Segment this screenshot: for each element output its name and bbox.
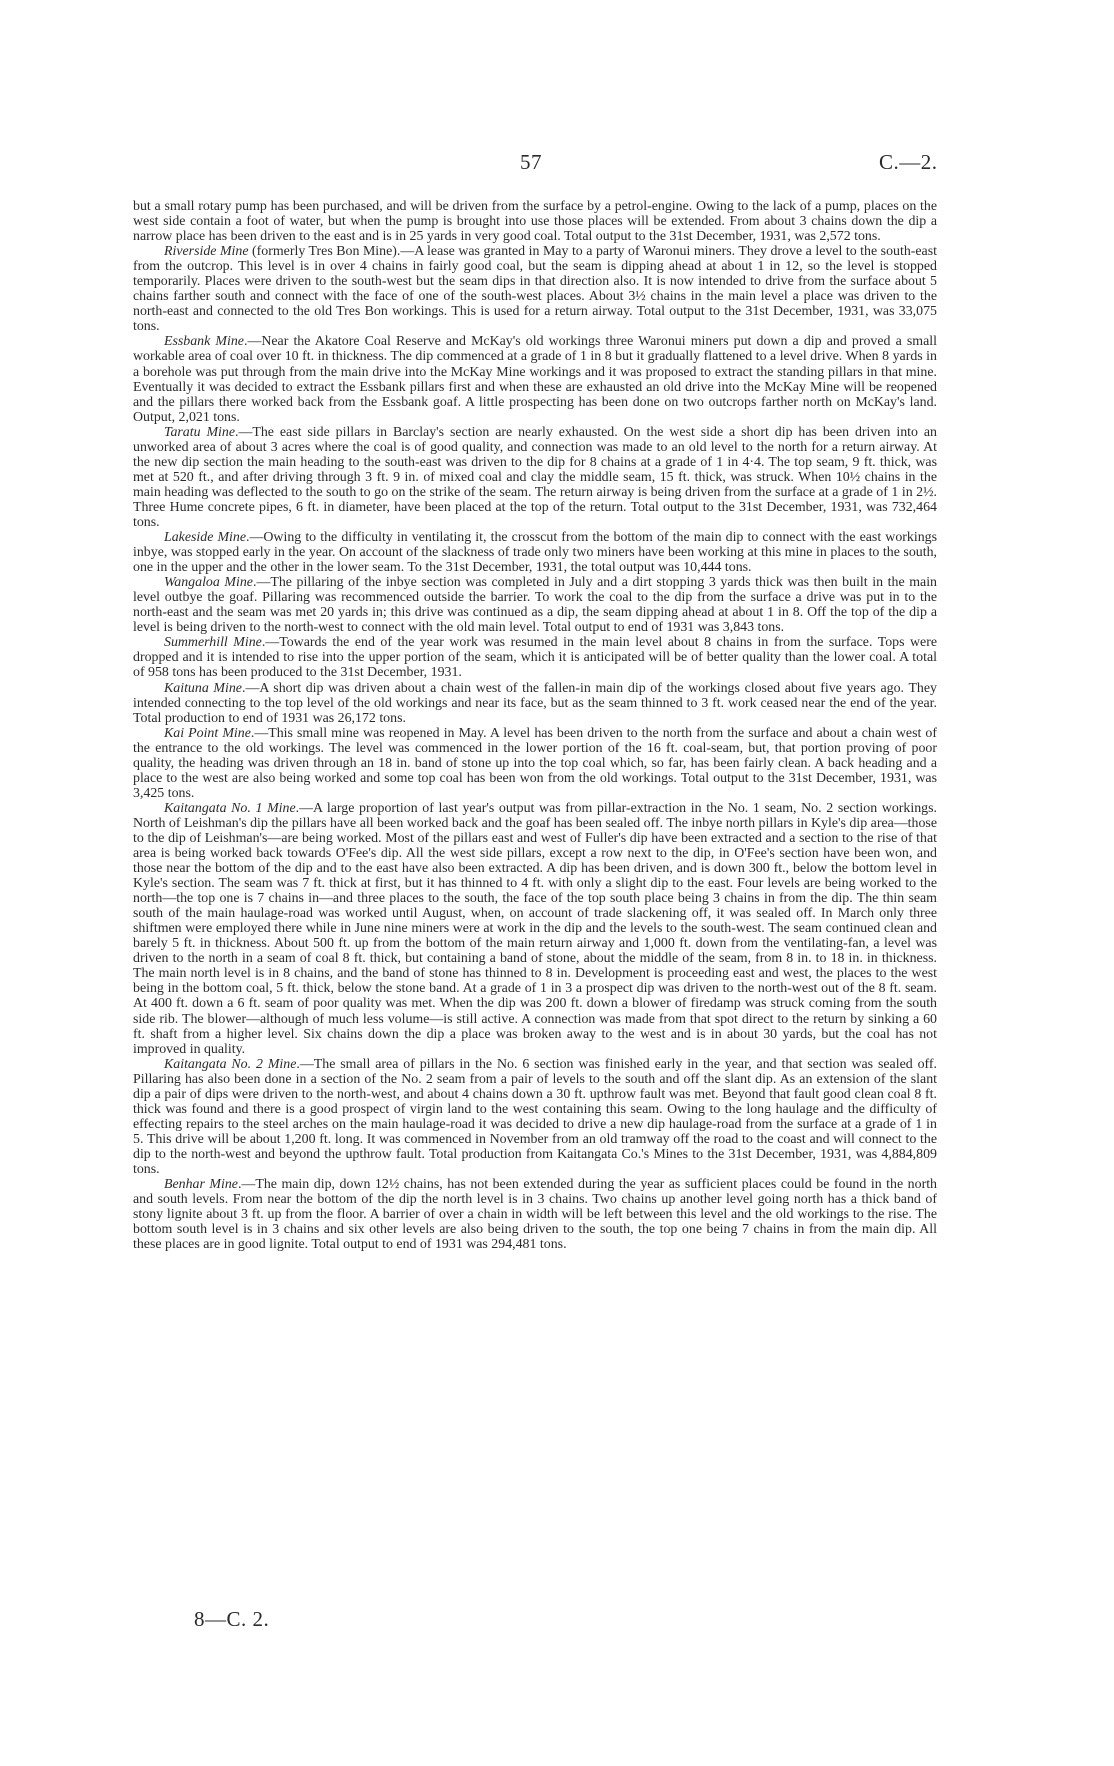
paragraph-lakeside-mine [133,530,937,575]
mine-name: Kaitangata No. 2 Mine [164,1056,297,1072]
paragraph-text: .—The pillaring of the inbye section was completed in July and a dirt stopping 3 yards thick was then built in the main level outbye the goaf. Pillaring was recommenced outside the barrier. To work the coal to the dip from the surface a drive was put in to the north-east and the seam was met 20 yards in; this drive was continued as a dip, the seam dipping ahead at about 1 in 8. Off the top of the dip a level is being driven to the north-west to connect with the old main level. Total output to end of 1931 was 3,843 tons. [133,575,937,636]
mine-name: Riverside Mine [164,244,249,260]
mine-name: Kaitangata No. 1 Mine [164,800,296,816]
paragraph-wangaloa-mine [133,575,937,635]
mine-name: Lakeside Mine [164,530,247,546]
paragraph-text: .—Towards the end of the year work was resumed in the main level about 8 chains in from the surface. Tops were dropped and it is intended to rise into the upper portion of the seam, which it is anticipated will be of better quality than the lower coal. A total of 958 tons has been produced to the 31st December, 1931. [133,635,938,681]
paragraph-text: .—Owing to the difficulty in ventilating it, the crosscut from the bottom of the main dip to connect with the east workings inbye, was stopped early in the year. On account of the slackness of trade only two miners have been working at this mine in places to the south, one in the upper and the other in the lower seam. To the 31st December, 1931, the total output was 10,444 tons. [133,530,938,576]
paragraph-text: .—This small mine was reopened in May. A level has been driven to the north from the surface and about a chain west of the entrance to the old workings. The level was commenced in the lower portion of the 16 ft. coal-seam, but, that portion proving of poor quality, the heading was driven through an 18 in. band of stone up into the top coal which, so far, has been fairly clean. A back heading and a place to the west are also being worked and some top coal has been won from the old workings. Total output to the 31st December, 1931, was 3,425 tons. [133,725,938,801]
body-text [133,199,937,1252]
mine-name: Kaituna Mine [164,680,242,696]
paragraph-riverside-mine [133,244,937,334]
paragraph-text: but a small rotary pump has been purchased, and will be driven from the surface by a petrol-engine. Owing to the lack of a pump, places on the west side contain a foot of water, but when the pump is brought into use those places will be extended. From about 3 chains down the dip a narrow place has been driven to the east and is in 25 yards in very good coal. Total output to the 31st December, 1931, was 2,572 tons. [133,199,937,245]
paragraph-benhar-mine [133,1177,937,1252]
mine-name: Taratu Mine [164,424,235,440]
paragraph-text: .—A large proportion of last year's output was from pillar-extraction in the No. 1 seam, No. 2 section workings. North of Leishman's dip the pillars have all been worked back and the goaf has been sealed off. The inbye north pillars in Kyle's dip area—those to the dip of Leishman's—are being worked. Most of the pillars east and west of Fuller's dip have been extracted and a section to the rise of that area is being worked back towards O'Fee's dip. All the west side pillars, except a row next to the dip, in O'Fee's section have been won, and those near the bottom of the dip and to the east have also been extracted. A dip has been driven, and is down 300 ft., below the bottom level in Kyle's section. The seam was 7 ft. thick at first, but it has thinned to 4 ft. with only a slight dip to the east. Four levels are being worked to the north—the top one is 7 chains in—and three places to the south, the face of the top south place being 3 chains in from the dip. The thin seam south of the main haulage-road was worked until August, when, on account of trade slackening off, it was sealed off. In March only three shiftmen were employed there while in June nine miners were at work in the dip and the levels to the south-west. The seam continued clean and barely 5 ft. in thickness. About 500 ft. up from the bottom of the main return airway and 1,000 ft. down from the ventilating-fan, a level was driven to the north in a seam of coal 8 ft. thick, but containing a band of stone, about the middle of the seam, from 8 in. to 18 in. in thickness. The main north level is in 8 chains, and the band of stone has thinned to 8 in. Development is proceeding east and west, the places to the west being in the bottom coal, 5 ft. thick, below the stone band. At a grade of 1 in 3 a prospect dip was driven to the north-west out of the 8 ft. seam. At 400 ft. down a 6 ft. seam of poor quality was met. When the dip was 200 ft. down a blower of firedamp was struck coming from the south side rib. The blower—although of much less volume—is still active. A connection was made from that spot direct to the return by sinking a 60 ft. shaft from a higher level. Six chains down the dip a place was broken away to the west and is in about 30 yards, but the coal has not improved in quality. [133,800,937,1057]
footer-signature-mark: 8—C. 2. [194,1607,270,1631]
document-code: C.—2. [879,150,938,174]
paragraph-kaitangata-no-1-mine [133,801,937,1057]
mine-name: Summerhill Mine [164,635,262,651]
mine-name: Essbank Mine [164,334,244,350]
paragraph-continuation [133,199,937,244]
mine-name: Benhar Mine [164,1177,238,1193]
paragraph-essbank-mine [133,334,937,424]
paragraph-kaitangata-no-2-mine [133,1057,937,1177]
paragraph-text: .—The main dip, down 12½ chains, has not been extended during the year as sufficient places could be found in the north and south levels. From near the bottom of the dip the north level is in 3 chains. Two chains up another level going north has a thick band of stony lignite about 3 ft. up from the floor. A barrier of over a chain in width will be left between this level and the old workings to the rise. The bottom south level is in 3 chains and six other levels are also being driven to the south, the top one being 7 chains in from the main dip. All these places are in good lignite. Total output to end of 1931 was 294,481 tons. [133,1177,938,1253]
paragraph-text: .—A short dip was driven about a chain west of the fallen-in main dip of the workings closed about five years ago. They intended connecting to the top level of the old workings and near its face, but as the seam thinned to 3 ft. work ceased near the end of the year. Total production to end of 1931 was 26,172 tons. [133,680,937,726]
paragraph-kai-point-mine [133,726,937,801]
page-number: 57 [520,150,542,174]
mine-name: Wangaloa Mine [164,575,253,591]
paragraph-text: .—The small area of pillars in the No. 6 section was finished early in the year, and that section was sealed off. Pillaring has also been done in a section of the No. 2 seam from a pair of levels to the south and off the slant dip. As an extension of the slant dip a pair of dips were driven to the north-west, and about 4 chains down a 30 ft. upthrow fault was met. Beyond that fault good clean coal 8 ft. thick was found and there is a good prospect of virgin land to the west containing this seam. Owing to the long haulage and the difficulty of effecting repairs to the steel arches on the main haulage-road it was decided to drive a new dip haulage-road from the surface at a grade of 1 in 5. This drive will be about 1,200 ft. long. It was commenced in November from an old tramway off the road to the coast and will connect to the dip to the north-west and beyond the upthrow fault. Total production from Kaitangata Co.'s Mines to the 31st December, 1931, was 4,884,809 tons. [133,1056,937,1177]
paragraph-taratu-mine [133,425,937,530]
paragraph-text: .—Near the Akatore Coal Reserve and McKay's old workings three Waronui miners put down a dip and proved a small workable area of coal over 10 ft. in thickness. The dip commenced at a grade of 1 in 8 but it gradually flattened to a level drive. When 8 yards in a borehole was put through from the main drive into the McKay Mine workings and it was proposed to extract the standing pillars in that mine. Eventually it was decided to extract the Essbank pillars first and when these are exhausted an old drive into the McKay Mine will be reopened and the pillars there worked back from the Essbank goaf. A little prospecting has been done on two outcrops farther north on McKay's land. Output, 2,021 tons. [133,334,937,425]
mine-name: Kai Point Mine [164,725,251,741]
paragraph-text: (formerly Tres Bon Mine).—A lease was granted in May to a party of Waronui miners. They drove a level to the south-east from the outcrop. This level is in over 4 chains in fairly good coal, but the seam is dipping ahead at about 1 in 12, so the level is stopped temporarily. Places were driven to the south-west but the seam dips in that direction also. It is now intended to drive from the surface about 5 chains farther south and connect with the face of one of the south-west places. About 3½ chains in the main level a place was driven to the north-east and connected to the old Tres Bon workings. This is used for a return airway. Total output to the 31st December, 1931, was 33,075 tons. [133,244,937,335]
paragraph-summerhill-mine [133,635,937,680]
paragraph-text: .—The east side pillars in Barclay's section are nearly exhausted. On the west side a short dip has been driven into an unworked area of about 3 acres where the coal is of good quality, and connection was made to an old level to the north for a return airway. At the new dip section the main heading to the south-east was driven to the dip for 8 chains at a grade of 1 in 4·4. The top seam, 9 ft. thick, was met at 520 ft., and after driving through 3 ft. 9 in. of mixed coal and clay the middle seam, 15 ft. thick, was struck. When 10½ chains in the main heading was deflected to the south to go on the strike of the seam. The return airway is being driven from the surface at a grade of 1 in 2½. Three Hume concrete pipes, 6 ft. in diameter, have been placed at the top of the return. Total output to the 31st December, 1931, was 732,464 tons. [133,424,937,530]
paragraph-kaituna-mine [133,681,937,726]
